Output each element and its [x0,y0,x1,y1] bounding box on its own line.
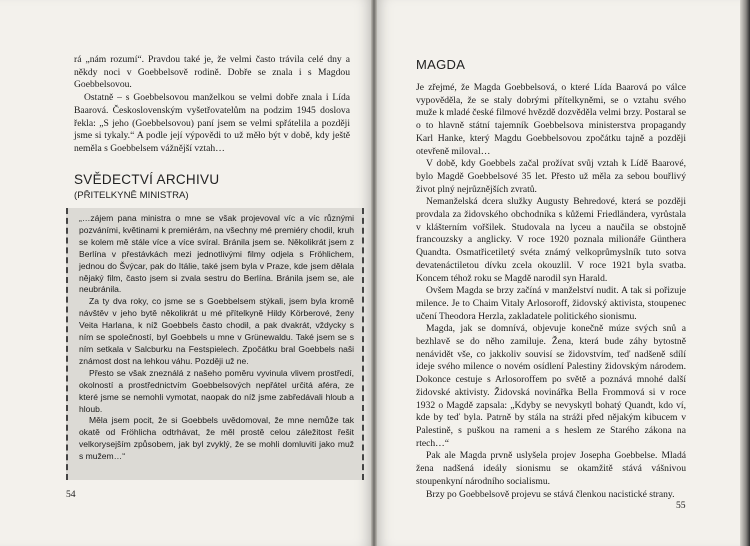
quote-paragraph: Měla jsem pocit, že si Goebbels uvědomoval, že mne nemůže tak okatě od Fröhlicha odtrhávat, že měl prostě celou záležitost řešit velkorysejším způsobem, jak byl zvyklý, že se mohli domluviti jako muž s mužem…“ [79,415,354,462]
left-paragraph: rá „nám rozumí“. Pravdou také je, že velmi často trávila celé dny a někdy noci v Goebbelsově rodině. Dobře se znala i s Magdou Goebbelsovou. [74,54,350,91]
page-number-right: 55 [676,500,686,511]
page-edge [740,0,750,546]
page-number-left: 54 [66,489,76,500]
book-gutter [371,0,377,546]
section-heading-archiv: SVĚDECTVÍ ARCHIVU [74,172,220,187]
section-heading-magda: MAGDA [416,57,466,72]
quote-paragraph: Přesto se však zneználá z našeho poměru vyvinula vlivem prostředí, okolností a prostřednictvím Goebbelsových nepřátel určitá aféra, ze které jsme se nemohli vymotat, naopak do níž jsme zabředávali hloub a hloub. [79,367,354,414]
section-subheading: (PŘITELKYNĚ MINISTRA) [74,190,189,201]
right-paragraph: Ovšem Magda se brzy začíná v manželství nudit. A tak si pořizuje milence. Je to Chaim Vitaly Arlosoroff, židovský aktivista, stoupenec učení Theodora Herzla, zakladatele politického sionismu. [416,285,686,322]
right-paragraph: V době, kdy Goebbels začal prožívat svůj vztah k Lídě Baarové, bylo Magdě Goebbelsové 35 let. Přesto už měla za sebou bouřlivý život plný nejrůznějších zvratů. [416,158,686,195]
quote-paragraph: Za ty dva roky, co jsme se s Goebbelsem stýkali, jsem byla kromě návštěv v jeho bytě několikrát u mé přítelkyně Hildy Körberové, ženy Veita Harlana, k níž Goebbels často chodil, a pak dvakrát, vždycky s ním se společností, byl Goebbels u mne v Grünewaldu. Také jsem se s ním setkala v Salcburku na Festspielech. Zpočátku bral Goebbels naši známost dost na lehkou váhu. Později už ne. [79,296,354,366]
archive-quote-text [79,213,354,463]
right-body-text [416,82,686,501]
left-body-text [74,54,350,156]
right-paragraph: Brzy po Goebbelsově projevu se stává členkou nacistické strany. [426,488,675,500]
right-paragraph: Je zřejmé, že Magda Goebbelsová, o které Lída Baarová po válce vypověděla, že se staly dobrými přítelkyněmi, se o vztahu svého muže k mladé české filmové hvězdě dozvěděla velmi brzy. Postaral se o to hlavně státní tajemník Goebbelsova ministerstva propagandy Karl Hanke, který Magdu Goebbelsovou zpočátku tajně a později otevřeně miloval… [416,82,686,157]
right-paragraph: Pak ale Magda prvně uslyšela projev Josepha Goebbelse. Mladá žena nadšená ideály sionismu se okamžitě stává vášnivou stoupenkyní národního socialismu. [416,450,686,487]
quote-paragraph: „…zájem pana ministra o mne se však projevoval víc a víc různými pozváními, květinami k premiérám, na všechny mé premiéry chodil, kruh se kolem mě stále více a více svíral. Bránila jsem se. Několikrát jsem z Berlína v přestávkách mezi jednotlivými filmy odjela s Fröhlichem, jednou do Švýcar, pak do Itálie, také jsem byla v Praze, kde jsem dělala nějaký film, často jsem si zvala sestru do Berlína. Bránila jsem se, ale neubránila. [79,213,354,295]
right-paragraph: Nemanželská dcera služky Augusty Behredové, která se později provdala za židovského obchodníka s kůžemi Friedländera, vyrůstala v klášterním vořšilek. Studovala na lyceu a naučila se obstojně francouzsky a anglicky. V roce 1920 poznala milionáře Günthera Quandta. Osmatřicetiletý svéta známý velkoprůmyslník tuto sotva devatenáctiletou dívku zcela okouzlil. V roce 1921 byla svatba. Koncem téhož roku se Magdě narodil syn Harald. [416,196,686,284]
left-paragraph: Ostatně – s Goebbelsovou manželkou se velmi dobře znala i Lída Baarová. Československým vyšetřovatelům na podzim 1945 doslova řekla: „S jeho (Goebbelsovou) paní jsem se velmi spřátelila a později jsme si tykaly.“ A podle její výpovědi to už měło být v době, kdy ještě neměla s Goebbelsem vážnější vztah… [74,92,350,154]
right-paragraph: Magda, jak se domnívá, objevuje konečně múze svých snů a bezhlavě se do něho zamiluje. Žena, která bude záhy bytostně nenávidět vše, co jakkoliv souvisí se židovstvím, teď nadšeně sdílí ideje svého milence o novém osídlení Palestiny židovským národem. Dokonce cestuje s Arlosoroffem po světě a poznává mnohé další židovské aktivisty. Židovská novinářka Bella Frommová si v roce 1932 o Magdě zapsala: „Kdyby se nevyskytl bohatý Quandt, kdo ví, kde by teď byla. Patrně by stála na stráži před nějakým kibucem v Palestině, s puškou na rameni a s heslem ze Starého zákona na rtech…“ [416,323,686,449]
